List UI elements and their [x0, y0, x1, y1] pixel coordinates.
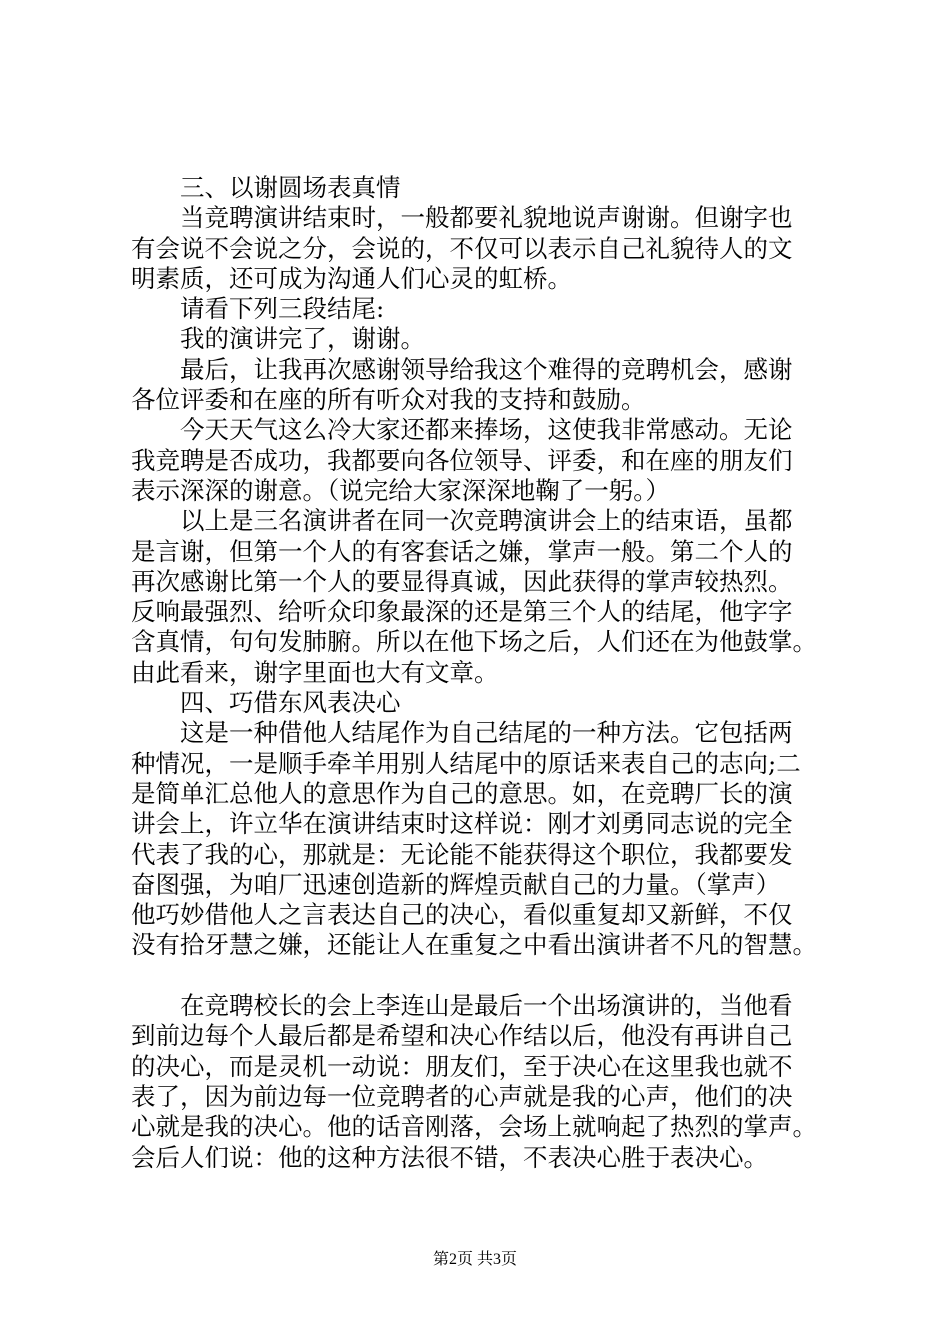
- text-line: 表示深深的谢意。（说完给大家深深地鞠了一躬。）: [131, 475, 670, 505]
- text-line: 他巧妙借他人之言表达自己的决心，看似重复却又新鲜，不仅: [131, 900, 793, 930]
- text-line: 以上是三名演讲者在同一次竞聘演讲会上的结束语，虽都: [180, 506, 793, 536]
- text-line: 请看下列三段结尾:: [180, 294, 385, 324]
- text-line: 各位评委和在座的所有听众对我的支持和鼓励。: [131, 385, 646, 415]
- text-line: 没有拾牙慧之嫌，还能让人在重复之中看出演讲者不凡的智慧。: [131, 930, 817, 960]
- text-line: 表了，因为前边每一位竞聘者的心声就是我的心声，他们的决: [131, 1081, 793, 1111]
- text-line: 这是一种借他人结尾作为自己结尾的一种方法。它包括两: [180, 718, 793, 748]
- text-line: 我竞聘是否成功，我都要向各位领导、评委，和在座的朋友们: [131, 445, 793, 475]
- text-line: 我的演讲完了，谢谢。: [180, 324, 425, 354]
- text-line: 有会说不会说之分，会说的，不仅可以表示自己礼貌待人的文: [131, 233, 793, 263]
- text-line: 含真情，句句发肺腑。所以在他下场之后，人们还在为他鼓掌。: [131, 627, 817, 657]
- text-line: 会后人们说：他的这种方法很不错，不表决心胜于表决心。: [131, 1142, 768, 1172]
- text-line: 三、以谢圆场表真情: [180, 173, 401, 202]
- blank-line: [131, 961, 853, 991]
- text-line: 是简单汇总他人的意思作为自己的意思。如，在竞聘厂长的演: [131, 778, 793, 808]
- text-line: 再次感谢比第一个人的要显得真诚，因此获得的掌声较热烈。: [131, 566, 793, 596]
- text-line: 四、巧借东风表决心: [180, 688, 401, 718]
- text-line: 奋图强，为咱厂迅速创造新的辉煌贡献自己的力量。（掌声）: [131, 869, 781, 899]
- text-line: 由此看来，谢字里面也大有文章。: [131, 657, 499, 687]
- text-line: 代表了我的心，那就是：无论能不能获得这个职位，我都要发: [131, 839, 793, 869]
- text-line: 到前边每个人最后都是希望和决心作结以后，他没有再讲自己: [131, 1021, 793, 1051]
- text-line: 明素质，还可成为沟通人们心灵的虹桥。: [131, 263, 572, 293]
- text-line: 的决心，而是灵机一动说：朋友们，至于决心在这里我也就不: [131, 1051, 793, 1081]
- text-line: 种情况，一是顺手牵羊用别人结尾中的原话来表自己的志向;二: [131, 748, 801, 778]
- text-line: 心就是我的决心。他的话音刚落，会场上就响起了热烈的掌声。: [131, 1112, 817, 1142]
- text-line: 最后，让我再次感谢领导给我这个难得的竞聘机会，感谢: [180, 354, 793, 384]
- text-line: 反响最强烈、给听众印象最深的还是第三个人的结尾，他字字: [131, 597, 793, 627]
- document-body: [131, 173, 853, 1173]
- text-line: 当竞聘演讲结束时，一般都要礼貌地说声谢谢。但谢字也: [180, 203, 793, 233]
- text-line: 在竞聘校长的会上李连山是最后一个出场演讲的，当他看: [180, 991, 793, 1021]
- text-line: 今天天气这么冷大家还都来捧场，这使我非常感动。无论: [180, 415, 793, 445]
- text-line: 讲会上，许立华在演讲结束时这样说：刚才刘勇同志说的完全: [131, 809, 793, 839]
- page-footer: 第2页 共3页: [432, 1251, 517, 1268]
- text-line: 是言谢，但第一个人的有客套话之嫌，掌声一般。第二个人的: [131, 536, 793, 566]
